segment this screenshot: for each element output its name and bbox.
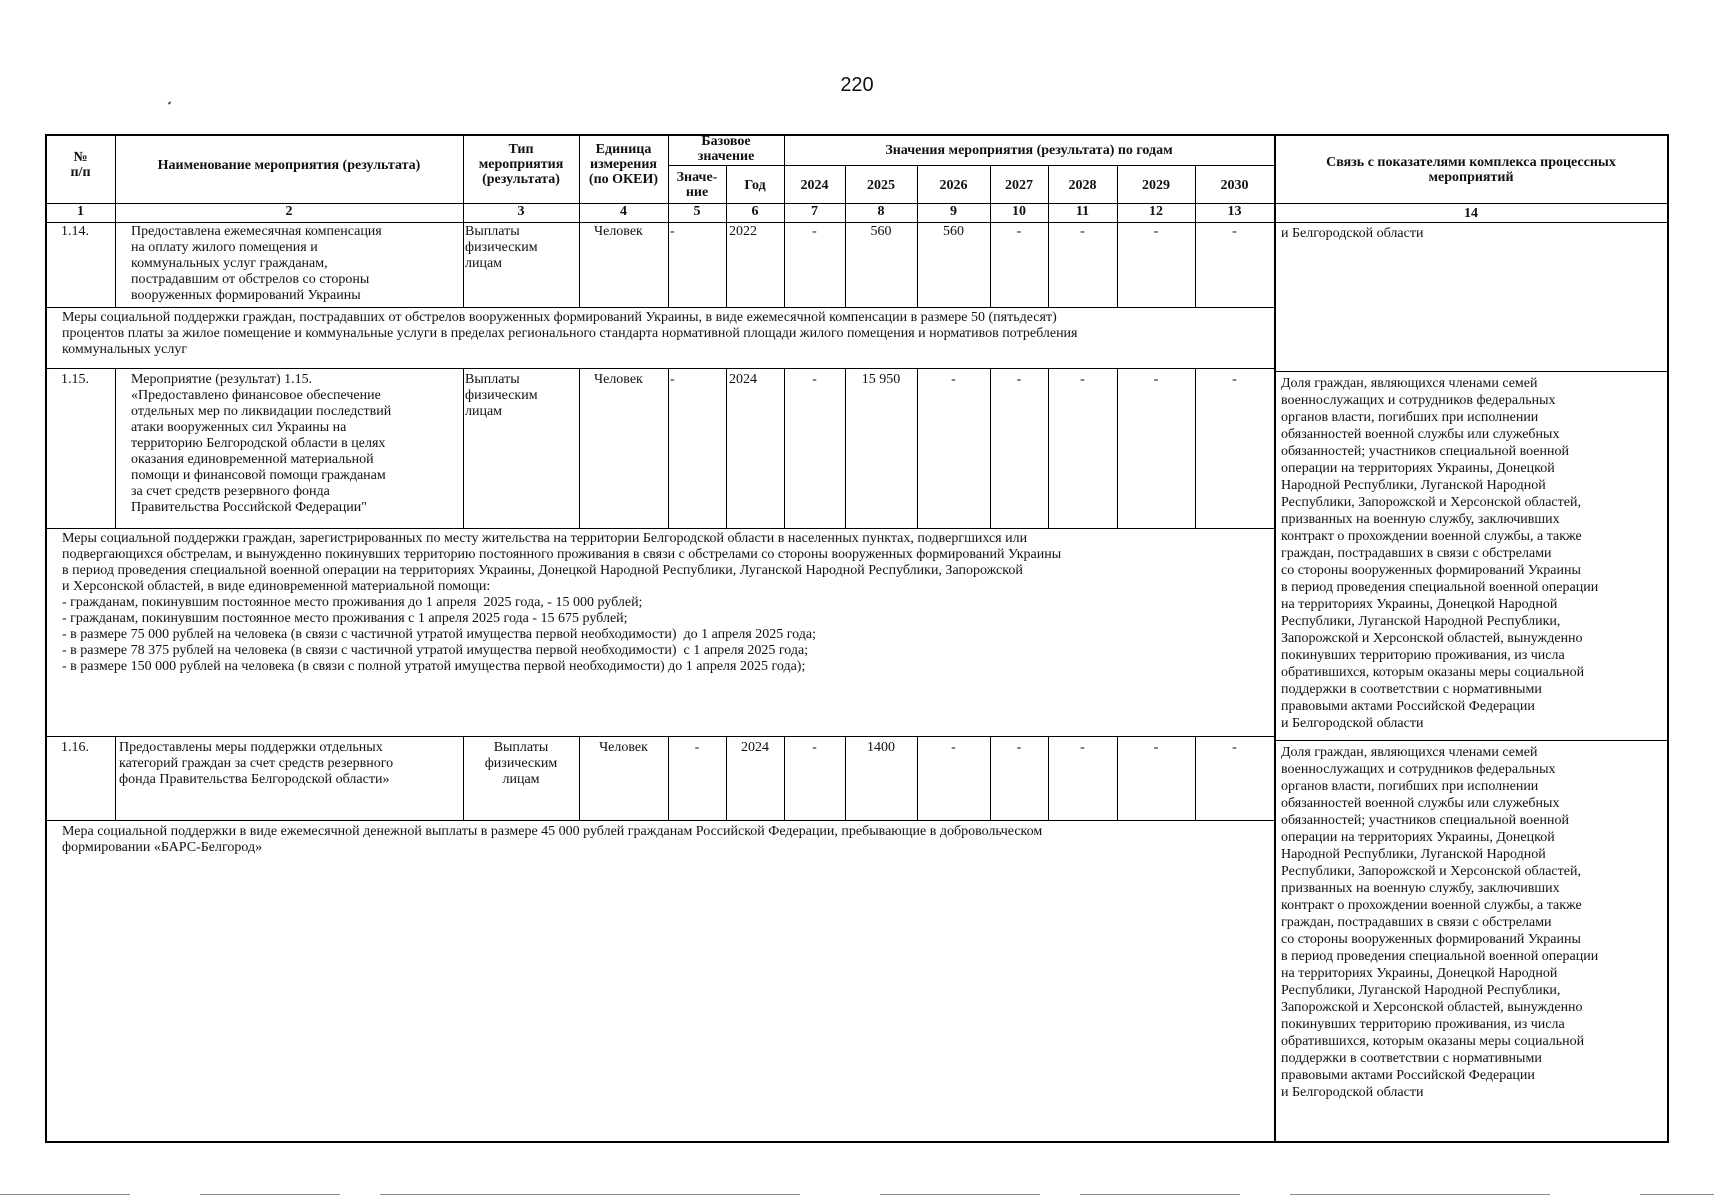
row-type: Выплаты физическим лицам bbox=[465, 372, 538, 419]
row-value-2029: - bbox=[1153, 740, 1159, 755]
row-name: Предоставлена ежемесячная компенсация на оплату жилого помещения и коммунальных услуг гражданам, пострадавшим от обстрелов со стороны вооруженных формирований Украины bbox=[131, 224, 382, 303]
header-base-value: Значе- ние bbox=[676, 170, 718, 200]
row-value-2030: - bbox=[1232, 740, 1237, 755]
scan-artifact bbox=[200, 1194, 340, 1195]
row-name: Мероприятие (результат) 1.15. «Предоставлено финансовое обеспечение отдельных мер по ликвидации последствий атаки вооруженных сил Украины на территорию Белгородской области в целях оказания единовременной материальной помощи и финансовой помощи гражданам за счет средств резервного фонда Правительства Российской Федерации" bbox=[131, 372, 392, 515]
row-value-2028: - bbox=[1080, 224, 1085, 239]
row-value-2025: 1400 bbox=[867, 740, 895, 755]
row-value-2024: - bbox=[812, 372, 817, 387]
row-value-2025: 15 950 bbox=[861, 372, 901, 387]
col-num: 14 bbox=[1464, 206, 1478, 221]
row-unit: Человек bbox=[599, 740, 648, 755]
col-num: 13 bbox=[1227, 204, 1242, 219]
row-value-2024: - bbox=[812, 740, 817, 755]
row-base-year: 2022 bbox=[729, 224, 757, 239]
header-year-2024: 2024 bbox=[800, 178, 829, 193]
col-num: 7 bbox=[811, 204, 818, 219]
header-no: № п/п bbox=[70, 150, 91, 180]
row-value-2030: - bbox=[1232, 224, 1237, 239]
col-num: 1 bbox=[77, 204, 84, 219]
scan-mark bbox=[168, 101, 172, 104]
col-num: 6 bbox=[751, 204, 759, 219]
header-year-2027: 2027 bbox=[1005, 178, 1033, 193]
row-value-2026: - bbox=[951, 740, 956, 755]
row-value-2025: 560 bbox=[870, 224, 892, 239]
row-base-value: - bbox=[670, 224, 675, 239]
row-value-2030: - bbox=[1232, 372, 1237, 387]
row-base-value: - bbox=[670, 372, 675, 387]
header-name: Наименование мероприятия (результата) bbox=[157, 158, 421, 173]
row-value-2028: - bbox=[1080, 740, 1085, 755]
row-number: 1.16. bbox=[61, 740, 89, 755]
scan-artifact bbox=[380, 1194, 800, 1195]
scan-artifact bbox=[1290, 1194, 1550, 1195]
row-value-2028: - bbox=[1080, 372, 1085, 387]
row-value-2026: 560 bbox=[943, 224, 964, 239]
row-base-value: - bbox=[694, 740, 700, 755]
col-num: 2 bbox=[285, 204, 293, 219]
row-value-2027: - bbox=[1016, 224, 1022, 239]
col-num: 9 bbox=[950, 204, 957, 219]
row-base-year: 2024 bbox=[741, 740, 769, 755]
header-unit: Единица измерения (по ОКЕИ) bbox=[588, 142, 659, 187]
col-num: 11 bbox=[1075, 204, 1090, 219]
row-link: Доля граждан, являющихся членами семей военнослужащих и сотрудников федеральных органов власти, погибших при исполнении обязанностей военной службы или служебных обязанностей; участников специальной военной операции на территориях Украины, Донецкой Народной Республики, Луганской Народной Республики, Запорожской и Херсонской областей, призванных на военную службу, заключивших контракт о прохождении военной службы, а также граждан, пострадавших в связи с обстрелами со стороны вооруженных формирований Украины в период проведения специальной военной операции на территориях Украины, Донецкой Народной Республики, Луганской Народной Республики, Запорожской и Херсонской областей, вынужденно покинувших территорию проживания, из числа обратившихся, которым оказаны меры социальной поддержки в соответствии с нормативными правовыми актами Российской Федерации и Белгородской области bbox=[1281, 376, 1599, 731]
scan-artifact bbox=[0, 1194, 130, 1195]
col-num: 3 bbox=[517, 204, 525, 219]
scan-artifact bbox=[1640, 1194, 1714, 1195]
col-num: 4 bbox=[620, 204, 627, 219]
header-year-2026: 2026 bbox=[939, 178, 968, 193]
row-link: и Белгородской области bbox=[1281, 226, 1424, 241]
scan-artifact bbox=[880, 1194, 1040, 1195]
header-year-2028: 2028 bbox=[1068, 178, 1097, 193]
row-type: Выплаты физическим лицам bbox=[465, 224, 538, 271]
row-value-2029: - bbox=[1153, 224, 1159, 239]
header-year-2025: 2025 bbox=[867, 178, 895, 193]
row-link: Доля граждан, являющихся членами семей военнослужащих и сотрудников федеральных органов власти, погибших при исполнении обязанностей военной службы или служебных обязанностей; участников специальной военной операции на территориях Украины, Донецкой Народной Республики, Луганской Народной Республики, Запорожской и Херсонской областей, призванных на военную службу, заключивших контракт о прохождении военной службы, а также граждан, пострадавших в связи с обстрелами со стороны вооруженных формирований Украины в период проведения специальной военной операции на территориях Украины, Донецкой Народной Республики, Луганской Народной Республики, Запорожской и Херсонской областей, вынужденно покинувших территорию проживания, из числа обратившихся, которым оказаны меры социальной поддержки в соответствии с нормативными правовыми актами Российской Федерации и Белгородской области bbox=[1281, 745, 1599, 1100]
row-number: 1.15. bbox=[61, 372, 89, 387]
row-base-year: 2024 bbox=[729, 372, 757, 387]
row-value-2027: - bbox=[1016, 740, 1022, 755]
header-years-group: Значения мероприятия (результата) по годам bbox=[885, 143, 1173, 158]
row-note: Мера социальной поддержки в виде ежемесячной денежной выплаты в размере 45 000 рублей гражданам Российской Федерации, пребывающие в добровольческом формировании «БАРС-Белгород» bbox=[62, 824, 1043, 855]
row-value-2029: - bbox=[1153, 372, 1159, 387]
header-year-2029: 2029 bbox=[1142, 178, 1170, 193]
page-number: 220 bbox=[840, 74, 874, 96]
header-type: Тип мероприятия (результата) bbox=[478, 142, 564, 187]
col-num: 12 bbox=[1149, 204, 1163, 219]
col-num: 10 bbox=[1012, 204, 1026, 219]
header-year-2030: 2030 bbox=[1220, 178, 1249, 193]
row-unit: Человек bbox=[594, 224, 643, 239]
row-value-2024: - bbox=[812, 224, 817, 239]
row-type: Выплаты физическим лицам bbox=[484, 740, 558, 787]
row-note: Меры социальной поддержки граждан, пострадавших от обстрелов вооруженных формирований Украины, в виде ежемесячной компенсации в размере 50 (пятьдесят) процентов платы за жилое помещение и коммунальные услуги в пределах регионального стандарта нормативной площади жилого помещения и нормативов потребления коммунальных услуг bbox=[62, 310, 1078, 357]
header-link: Связь с показателями комплекса процессных мероприятий bbox=[1326, 155, 1616, 185]
scan-artifact bbox=[1080, 1194, 1240, 1195]
row-value-2026: - bbox=[951, 372, 956, 387]
row-value-2027: - bbox=[1016, 372, 1022, 387]
row-note: Меры социальной поддержки граждан, зарегистрированных по месту жительства на территории Белгородской области в населенных пунктах, подвергшихся или подвергающихся обстрелам, и вынужденно покинувших территорию постоянного проживания в связи с обстрелами со стороны вооруженных формирований Украины в период проведения специальной военной операции на территориях Украины, Донецкой Народной Республики, Луганской Народной Республики, Запорожской и Херсонской областей, в виде единовременной материальной помощи: - гражданам, покинувшим постоянное место проживания до 1 апреля 2025 года, - 15 000 рублей; - гражданам, покинувшим постоянное место проживания с 1 апреля 2025 года - 15 675 рублей; - в размере 75 000 рублей на человека (в связи с частичной утратой имущества первой необходимости) до 1 апреля 2025 года; - в размере 78 375 рублей на человека (в связи с частичной утратой имущества первой необходимости) с 1 апреля 2025 года; - в размере 150 000 рублей на человека (в связи с полной утратой имущества первой необходимости) до 1 апреля 2025 года); bbox=[62, 531, 1062, 674]
col-num: 8 bbox=[877, 204, 885, 219]
col-num: 5 bbox=[693, 204, 701, 219]
row-unit: Человек bbox=[594, 372, 643, 387]
header-base-year: Год bbox=[744, 178, 766, 193]
header-base: Базовое значение bbox=[697, 134, 755, 164]
row-number: 1.14. bbox=[61, 224, 89, 239]
row-name: Предоставлены меры поддержки отдельных категорий граждан за счет средств резервного фонда Правительства Белгородской области» bbox=[119, 740, 394, 787]
